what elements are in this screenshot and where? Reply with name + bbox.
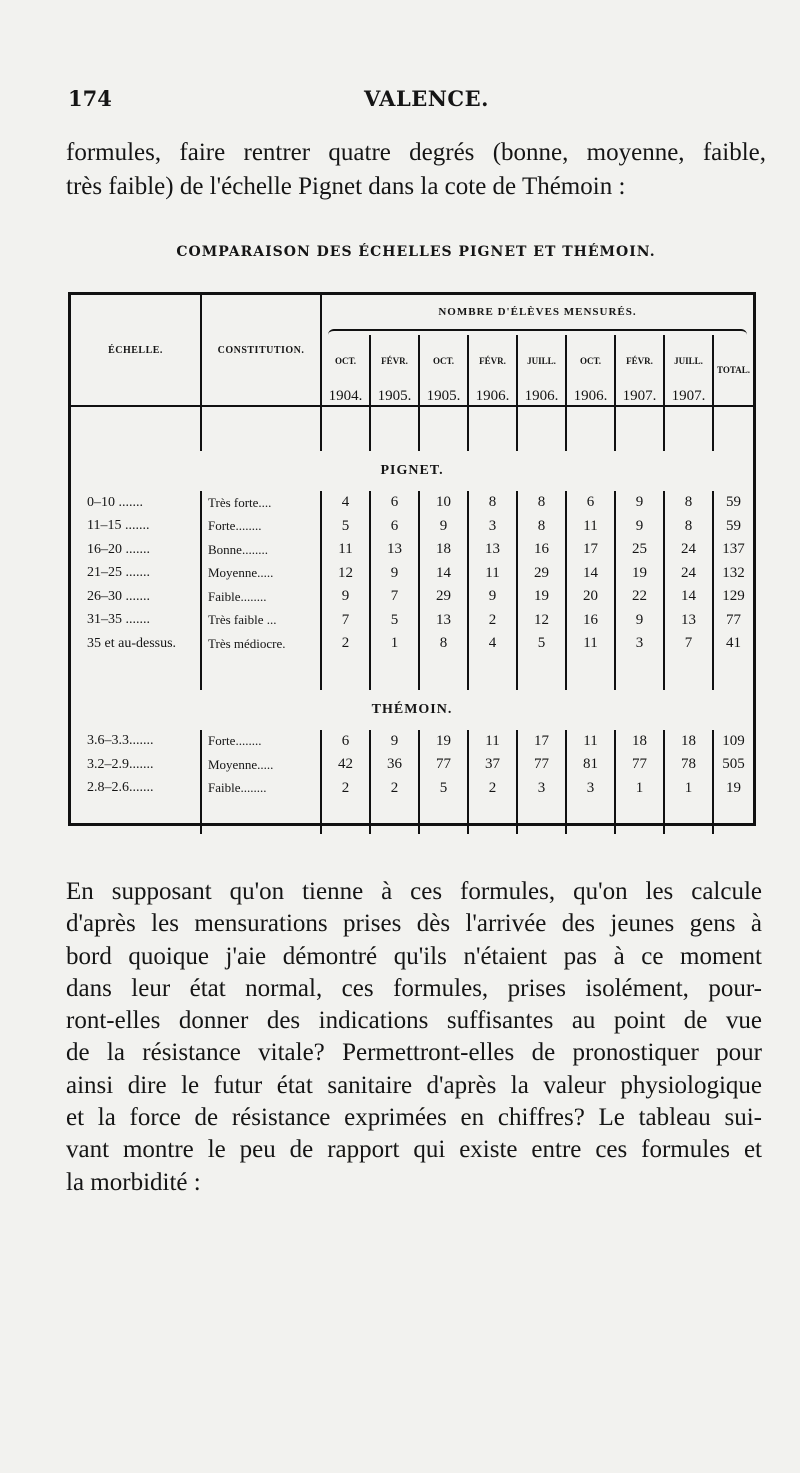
total-cell: 132 bbox=[713, 562, 753, 586]
table-row bbox=[71, 609, 753, 633]
column-header-total: TOTAL. bbox=[713, 335, 753, 406]
table-row bbox=[71, 753, 753, 777]
count-cell: 13 bbox=[370, 538, 419, 562]
count-cell: 77 bbox=[615, 753, 664, 777]
count-cell: 24 bbox=[664, 538, 713, 562]
scale-cell: 26–30 ....... bbox=[87, 588, 150, 604]
total-cell: 109 bbox=[713, 730, 753, 754]
text-line: formules, faire rentrer quatre degrés (bonne, moyenne, faible, bbox=[66, 139, 766, 166]
count-cell: 20 bbox=[566, 585, 615, 609]
count-cell: 11 bbox=[321, 538, 370, 562]
count-cell: 18 bbox=[615, 730, 664, 754]
constitution-cell: Bonne........ bbox=[201, 538, 321, 562]
period-year-header: 1904. bbox=[321, 387, 370, 406]
body-paragraph bbox=[66, 876, 762, 1199]
count-cell: 9 bbox=[615, 515, 664, 539]
count-cell: 10 bbox=[419, 491, 468, 515]
scale-cell: 16–20 ....... bbox=[87, 541, 150, 557]
text-line: bord quoique j'aie démontré qu'ils n'étaient pas à ce moment bbox=[66, 942, 762, 970]
count-cell: 9 bbox=[370, 562, 419, 586]
column-group-header: NOMBRE D'ÉLÈVES MENSURÉS. bbox=[321, 295, 753, 329]
constitution-cell: Très faible ... bbox=[201, 609, 321, 633]
scale-cell: 3.6–3.3....... bbox=[87, 733, 154, 749]
count-cell: 19 bbox=[419, 730, 468, 754]
count-cell: 17 bbox=[566, 538, 615, 562]
count-cell: 22 bbox=[615, 585, 664, 609]
count-cell: 16 bbox=[566, 609, 615, 633]
text-line: dans leur état normal, ces formules, prises isolément, pour- bbox=[66, 974, 762, 1002]
count-cell: 29 bbox=[419, 585, 468, 609]
table-row bbox=[71, 730, 753, 754]
count-cell: 77 bbox=[517, 753, 566, 777]
total-cell: 59 bbox=[713, 515, 753, 539]
period-year-header: 1906. bbox=[468, 387, 517, 406]
scale-cell: 3.2–2.9....... bbox=[87, 756, 154, 772]
text-line: la morbidité : bbox=[66, 1168, 201, 1196]
intro-paragraph bbox=[66, 136, 766, 204]
count-cell: 3 bbox=[468, 515, 517, 539]
count-cell: 12 bbox=[321, 562, 370, 586]
count-cell: 1 bbox=[615, 777, 664, 801]
count-cell: 5 bbox=[321, 515, 370, 539]
period-month-header: FÉVR. bbox=[370, 335, 419, 387]
count-cell: 14 bbox=[419, 562, 468, 586]
running-head bbox=[68, 86, 763, 114]
total-cell: 59 bbox=[713, 491, 753, 515]
count-cell: 25 bbox=[615, 538, 664, 562]
table-row bbox=[71, 562, 753, 586]
count-cell: 9 bbox=[370, 730, 419, 754]
count-cell: 16 bbox=[517, 538, 566, 562]
count-cell: 2 bbox=[370, 777, 419, 801]
count-cell: 9 bbox=[615, 609, 664, 633]
header-title: VALENCE. bbox=[364, 86, 489, 111]
count-cell: 14 bbox=[664, 585, 713, 609]
table-row bbox=[71, 585, 753, 609]
constitution-cell: Moyenne..... bbox=[201, 753, 321, 777]
count-cell: 6 bbox=[321, 730, 370, 754]
text-line: d'après les mensurations prises dès l'arrivée des jeunes gens à bbox=[66, 910, 762, 938]
scale-cell: 2.8–2.6....... bbox=[87, 780, 154, 796]
total-cell: 129 bbox=[713, 585, 753, 609]
count-cell: 8 bbox=[517, 515, 566, 539]
period-month-header: OCT. bbox=[566, 335, 615, 387]
count-cell: 13 bbox=[664, 609, 713, 633]
total-cell: 137 bbox=[713, 538, 753, 562]
total-cell: 41 bbox=[713, 632, 753, 656]
count-cell: 17 bbox=[517, 730, 566, 754]
count-cell: 6 bbox=[370, 515, 419, 539]
count-cell: 11 bbox=[566, 515, 615, 539]
constitution-cell: Faible........ bbox=[201, 585, 321, 609]
count-cell: 9 bbox=[419, 515, 468, 539]
total-cell: 77 bbox=[713, 609, 753, 633]
count-cell: 9 bbox=[615, 491, 664, 515]
count-cell: 6 bbox=[566, 491, 615, 515]
count-cell: 42 bbox=[321, 753, 370, 777]
scale-cell: 21–25 ....... bbox=[87, 565, 150, 581]
table-row bbox=[71, 491, 753, 515]
period-year-header: 1906. bbox=[566, 387, 615, 406]
total-cell: 19 bbox=[713, 777, 753, 801]
count-cell: 29 bbox=[517, 562, 566, 586]
count-cell: 11 bbox=[566, 632, 615, 656]
count-cell: 1 bbox=[664, 777, 713, 801]
count-cell: 3 bbox=[566, 777, 615, 801]
comparison-table bbox=[68, 292, 756, 826]
constitution-cell: Très médiocre. bbox=[201, 632, 321, 656]
count-cell: 3 bbox=[517, 777, 566, 801]
period-year-header: 1907. bbox=[615, 387, 664, 406]
count-cell: 77 bbox=[419, 753, 468, 777]
text-line: En supposant qu'on tienne à ces formules, qu'on les calcule bbox=[66, 878, 762, 905]
count-cell: 12 bbox=[517, 609, 566, 633]
count-cell: 8 bbox=[517, 491, 566, 515]
scale-cell: 11–15 ....... bbox=[87, 518, 150, 534]
count-cell: 2 bbox=[321, 777, 370, 801]
scale-cell: 31–35 ....... bbox=[87, 612, 150, 628]
period-month-header: FÉVR. bbox=[615, 335, 664, 387]
column-header-scale: ÉCHELLE. bbox=[71, 295, 201, 406]
section-title: THÉMOIN. bbox=[371, 701, 453, 717]
count-cell: 5 bbox=[370, 609, 419, 633]
count-cell: 81 bbox=[566, 753, 615, 777]
column-header-constitution: CONSTITUTION. bbox=[201, 295, 321, 406]
text-line: de la résistance vitale? Permettront-elles de pronostiquer pour bbox=[66, 1039, 762, 1067]
count-cell: 14 bbox=[566, 562, 615, 586]
page-number: 174 bbox=[68, 86, 112, 111]
constitution-cell: Très forte.... bbox=[201, 491, 321, 515]
count-cell: 24 bbox=[664, 562, 713, 586]
text-line: très faible) de l'échelle Pignet dans la cote de Thémoin : bbox=[66, 173, 626, 200]
constitution-cell: Forte........ bbox=[201, 515, 321, 539]
count-cell: 78 bbox=[664, 753, 713, 777]
count-cell: 8 bbox=[664, 491, 713, 515]
table-row bbox=[71, 538, 753, 562]
count-cell: 19 bbox=[517, 585, 566, 609]
constitution-cell: Forte........ bbox=[201, 730, 321, 754]
text-line: et la force de résistance exprimées en chiffres? Le tableau sui- bbox=[66, 1104, 762, 1132]
count-cell: 11 bbox=[468, 562, 517, 586]
period-month-header: JUILL. bbox=[517, 335, 566, 387]
count-cell: 2 bbox=[468, 777, 517, 801]
count-cell: 9 bbox=[321, 585, 370, 609]
period-year-header: 1905. bbox=[370, 387, 419, 406]
table-row bbox=[71, 515, 753, 539]
count-cell: 8 bbox=[419, 632, 468, 656]
count-cell: 5 bbox=[419, 777, 468, 801]
count-cell: 3 bbox=[615, 632, 664, 656]
count-cell: 1 bbox=[370, 632, 419, 656]
scale-cell: 0–10 ....... bbox=[87, 494, 143, 510]
count-cell: 11 bbox=[468, 730, 517, 754]
count-cell: 7 bbox=[664, 632, 713, 656]
text-line: vant montre le peu de rapport qui existe entre ces formules et bbox=[66, 1136, 762, 1164]
count-cell: 36 bbox=[370, 753, 419, 777]
count-cell: 18 bbox=[419, 538, 468, 562]
period-month-header: FÉVR. bbox=[468, 335, 517, 387]
count-cell: 13 bbox=[419, 609, 468, 633]
count-cell: 5 bbox=[517, 632, 566, 656]
period-month-header: OCT. bbox=[419, 335, 468, 387]
count-cell: 7 bbox=[321, 609, 370, 633]
count-cell: 4 bbox=[468, 632, 517, 656]
count-cell: 13 bbox=[468, 538, 517, 562]
period-month-header: JUILL. bbox=[664, 335, 713, 387]
text-line: ainsi dire le futur état sanitaire d'après la valeur physiologique bbox=[66, 1071, 762, 1099]
section-title: PIGNET. bbox=[380, 463, 444, 478]
count-cell: 11 bbox=[566, 730, 615, 754]
table-row bbox=[71, 777, 753, 801]
count-cell: 2 bbox=[321, 632, 370, 656]
data-table bbox=[71, 295, 753, 834]
period-year-header: 1906. bbox=[517, 387, 566, 406]
scale-cell: 35 et au-dessus. bbox=[87, 635, 177, 651]
period-year-header: 1905. bbox=[419, 387, 468, 406]
count-cell: 37 bbox=[468, 753, 517, 777]
constitution-cell: Faible........ bbox=[201, 777, 321, 801]
count-cell: 4 bbox=[321, 491, 370, 515]
table-caption: COMPARAISON DES ÉCHELLES PIGNET ET THÉMOIN. bbox=[176, 244, 656, 260]
constitution-cell: Moyenne..... bbox=[201, 562, 321, 586]
count-cell: 8 bbox=[468, 491, 517, 515]
count-cell: 8 bbox=[664, 515, 713, 539]
period-month-header: OCT. bbox=[321, 335, 370, 387]
count-cell: 6 bbox=[370, 491, 419, 515]
period-year-header: 1907. bbox=[664, 387, 713, 406]
count-cell: 7 bbox=[370, 585, 419, 609]
count-cell: 19 bbox=[615, 562, 664, 586]
count-cell: 2 bbox=[468, 609, 517, 633]
count-cell: 18 bbox=[664, 730, 713, 754]
table-row bbox=[71, 632, 753, 656]
count-cell: 9 bbox=[468, 585, 517, 609]
text-line: ront-elles donner des indications suffisantes au point de vue bbox=[66, 1007, 762, 1035]
total-cell: 505 bbox=[713, 753, 753, 777]
